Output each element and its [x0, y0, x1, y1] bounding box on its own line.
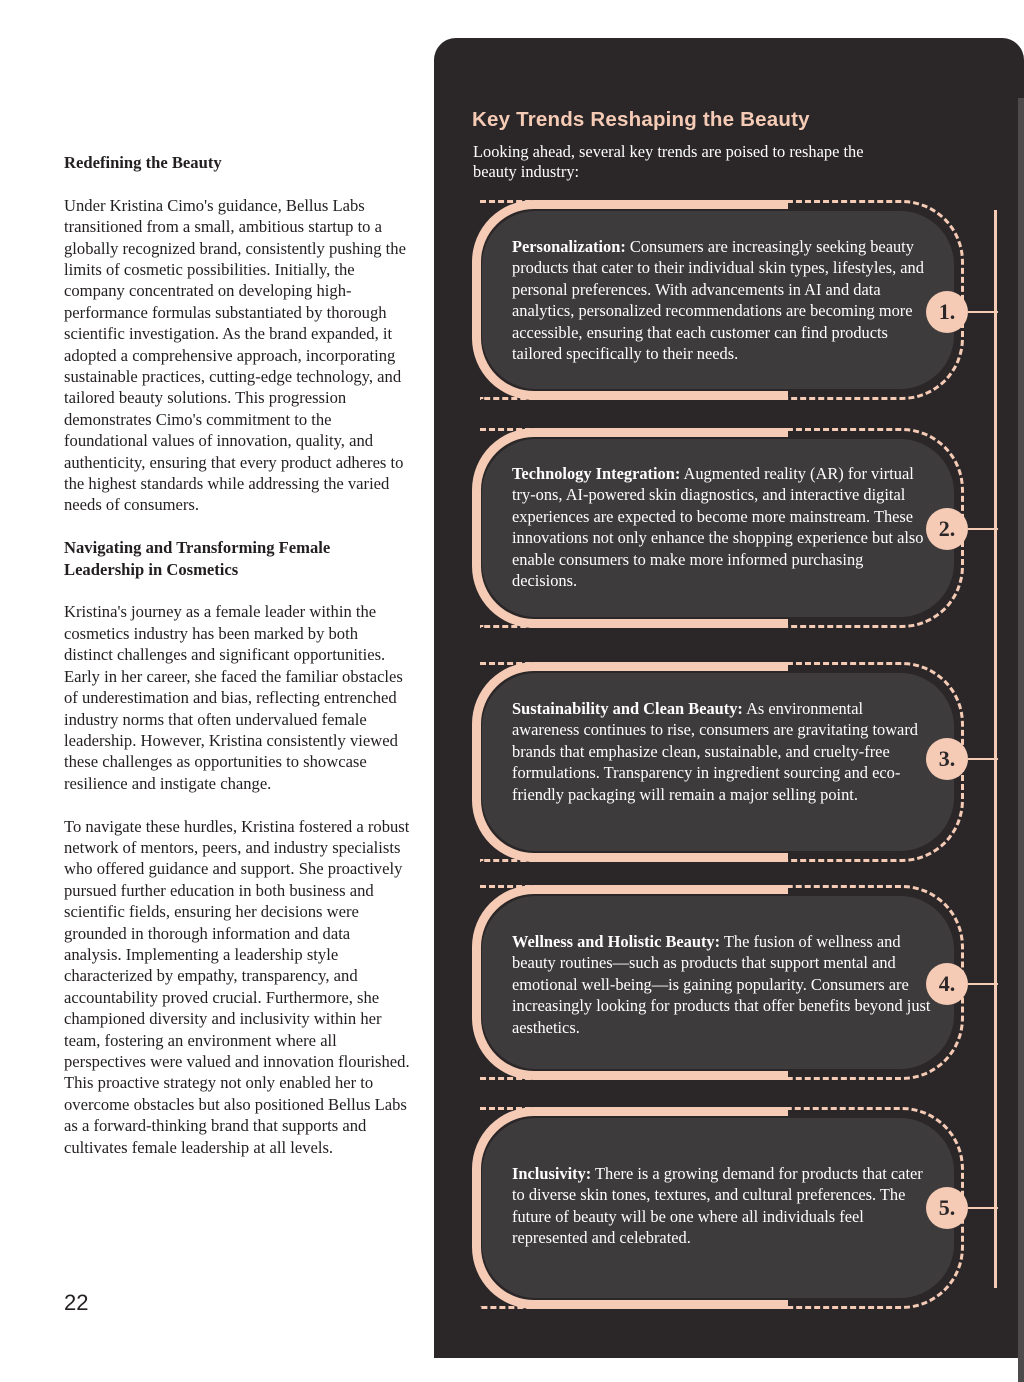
timeline-connector [968, 528, 998, 530]
timeline-line [994, 210, 997, 1288]
panel-title: Key Trends Reshaping the Beauty [472, 108, 810, 131]
trend-card-4 [472, 885, 964, 1080]
timeline-connector [968, 983, 998, 985]
trend-card-3 [472, 662, 964, 862]
trend-title: Technology Integration: [512, 464, 681, 483]
timeline-connector [968, 758, 998, 760]
trend-text [512, 463, 932, 591]
trend-number-badge: 1. [926, 291, 968, 333]
trend-number-badge: 3. [926, 738, 968, 780]
trend-text [512, 236, 932, 364]
trend-card-2 [472, 428, 964, 628]
timeline-connector [968, 311, 998, 313]
section-heading-redefining: Redefining the Beauty [64, 153, 222, 172]
page-number: 22 [64, 1290, 89, 1315]
trend-number-badge: 4. [926, 963, 968, 1005]
trend-description: As environmental awareness continues to rise, consumers are gravitating toward brands that emphasize clean, sustainable, and cruelty-free formulations. Transparency in ingredient sourcing and eco-friendly packaging will remain a major selling point. [512, 699, 918, 804]
paragraph-redefining: Under Kristina Cimo's guidance, Bellus Labs transitioned from a small, ambitious startup to a globally recognized brand, consistently pushing the limits of cosmetic possibilities. Initially, the company concentrated on developing high-performance formulas substantiated by thorough scientific investigation. As the brand expanded, it adopted a comprehensive approach, incorporating sustainable practices, cutting-edge technology, and tailored beauty solutions. This progression demonstrates Cimo's commitment to the foundational values of innovation, quality, and authenticity, ensuring that every product adheres to the highest standards while addressing the varied needs of consumers. [64, 195, 406, 515]
article-column [64, 152, 410, 1158]
trend-title: Wellness and Holistic Beauty: [512, 932, 721, 951]
trend-description: Augmented reality (AR) for virtual try-ons, AI-powered skin diagnostics, and interactive digital experiences are expected to become more mainstream. These innovations not only enhance the shopping experience but also enable consumers to make more informed purchasing decisions. [512, 464, 924, 591]
trend-title: Sustainability and Clean Beauty: [512, 699, 743, 718]
trend-number-badge: 5. [926, 1187, 968, 1229]
trend-title: Personalization: [512, 237, 626, 256]
trend-card-5 [472, 1107, 964, 1309]
trend-title: Inclusivity: [512, 1164, 592, 1183]
trend-description: Consumers are increasingly seeking beauty products that cater to their individual skin types, lifestyles, and personal preferences. With advancements in AI and data analytics, personalized recommendations are becoming more accessible, ensuring that each customer can find products tailored specifically to their needs. [512, 237, 924, 364]
trend-description: There is a growing demand for products that cater to diverse skin tones, textures, and cultural preferences. The future of beauty will be one where all individuals feel represented and celebrated. [512, 1164, 923, 1248]
panel-edge [1018, 98, 1024, 1382]
panel-intro: Looking ahead, several key trends are poised to reshape the beauty industry: [473, 142, 864, 181]
section-heading-leadership: Navigating and Transforming Female Leadership in Cosmetics [64, 538, 331, 579]
trend-text [512, 698, 932, 805]
trend-text [512, 1163, 932, 1249]
trend-number-badge: 2. [926, 508, 968, 550]
paragraph-leadership-2: To navigate these hurdles, Kristina fostered a robust network of mentors, peers, and industry specialists who offered guidance and support. She proactively pursued further education in both business and scientific fields, ensuring her decisions were grounded in thorough information and data analysis. Implementing a leadership style characterized by empathy, transparency, and accountability proved crucial. Furthermore, she championed diversity and inclusivity within her team, fostering an environment where all perspectives were valued and innovation flourished. This proactive strategy not only enabled her to overcome obstacles but also positioned Bellus Labs as a forward-thinking brand that supports and cultivates female leadership at all levels. [64, 816, 410, 1157]
trend-card-1 [472, 200, 964, 400]
trend-description: The fusion of wellness and beauty routines—such as products that support mental and emotional well-being—is gaining popularity. Consumers are increasingly looking for products that offer benefits beyond just aesthetics. [512, 932, 931, 1037]
trend-text [512, 931, 932, 1038]
timeline-connector [968, 1207, 998, 1209]
paragraph-leadership-1: Kristina's journey as a female leader within the cosmetics industry has been marked by both distinct challenges and significant opportunities. Early in her career, she faced the familiar obstacles of underestimation and bias, reflecting entrenched industry norms that often undervalued female leadership. However, Kristina consistently viewed these challenges as opportunities to showcase resilience and instigate change. [64, 602, 403, 793]
